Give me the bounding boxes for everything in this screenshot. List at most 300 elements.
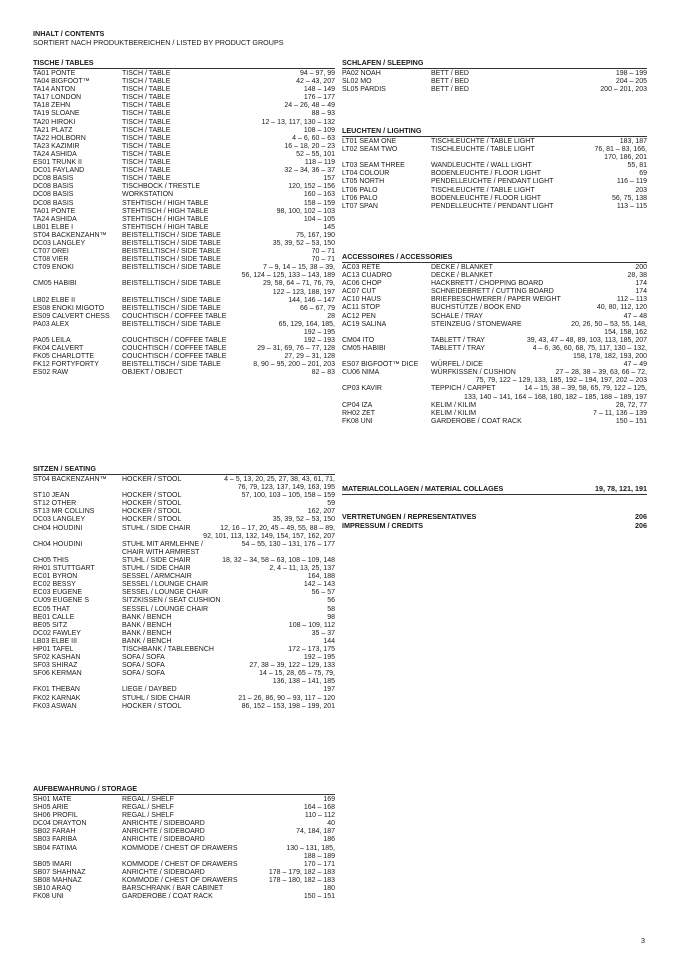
index-row	[342, 195, 647, 203]
row-product: SL02 MO	[342, 78, 372, 86]
row-category: COUCHTISCH / COFFEE TABLE	[122, 345, 227, 353]
row-pages: 27, 29 – 31, 128	[284, 353, 335, 361]
row-category: HOCKER / STOOL	[122, 508, 182, 516]
row-pages: 110 – 112	[304, 812, 335, 820]
row-product: CU06 NIMA	[342, 369, 380, 377]
row-product	[33, 329, 122, 337]
row-product: DC01 FAYLAND	[33, 167, 85, 175]
index-row	[342, 385, 647, 393]
row-product	[342, 377, 431, 385]
row-category: TISCHBOCK / TRESTLE	[122, 183, 201, 191]
row-pages: 192 – 195	[303, 329, 335, 336]
row-category: TISCH / TABLE	[122, 150, 171, 158]
row-category: KELIM / KILIM	[431, 401, 477, 409]
index-row	[33, 885, 335, 893]
index-row	[33, 796, 335, 804]
row-pages: 142 – 143	[303, 581, 335, 589]
row-pages: 108 – 109	[303, 126, 335, 134]
row-pages: 120, 152 – 156	[288, 183, 335, 191]
row-product: CH04 HOUDINI	[33, 524, 83, 532]
row-pages: 176 – 177	[303, 94, 335, 102]
index-row	[33, 208, 335, 216]
row-product: DC03 LANGLEY	[33, 516, 86, 524]
row-pages: 56	[327, 597, 335, 605]
row-category: PENDELLEUCHTE / PENDANT LIGHT	[431, 178, 554, 186]
index-row	[342, 369, 647, 377]
row-category: TISCH / TABLE	[122, 94, 171, 102]
row-pages: 113 – 115	[616, 202, 647, 210]
index-row	[33, 836, 335, 844]
index-row	[33, 240, 335, 248]
index-row	[33, 70, 335, 78]
row-pages: 172 – 173, 175	[288, 645, 335, 653]
index-row	[33, 630, 335, 638]
row-pages: 150 – 151	[615, 417, 647, 425]
row-product: TA19 SLOANE	[33, 110, 80, 118]
index-row	[342, 264, 647, 272]
row-pages: 7 – 11, 136 – 139	[593, 409, 647, 417]
index-row	[342, 70, 647, 78]
row-product: ST10 JEAN	[33, 492, 70, 500]
row-pages: 20, 26, 50 – 53, 55, 148,	[571, 320, 647, 328]
row-product: DC08 BASIS	[33, 175, 74, 183]
index-row	[33, 272, 335, 280]
row-category: SOFA / SOFA	[122, 662, 165, 670]
row-category: ANRICHTE / SIDEBOARD	[122, 836, 205, 844]
row-pages	[199, 549, 335, 557]
row-product: FK08 UNI	[342, 417, 373, 425]
index-row	[342, 377, 647, 385]
row-product: SB02 FARAH	[33, 828, 76, 836]
row-product: CP03 KAVIR	[342, 385, 382, 393]
row-product: TA01 PONTE	[33, 70, 76, 77]
row-pages: 58	[327, 605, 335, 613]
row-product: LT05 NORTH	[342, 178, 385, 186]
index-row	[33, 573, 335, 581]
row-category: BEISTELLTISCH / SIDE TABLE	[122, 231, 221, 239]
row-product: HP01 TAFEL	[33, 645, 74, 653]
index-row	[342, 337, 647, 345]
row-pages: 122 – 123, 188, 197	[272, 288, 335, 296]
index-row	[33, 297, 335, 305]
row-pages: 204 – 205	[615, 78, 647, 86]
row-pages: 160 – 163	[303, 191, 335, 199]
row-pages: 133, 140 – 141, 164 – 168, 180, 182 – 185, 188 – 189, 197	[464, 393, 647, 401]
representatives-label: VERTRETUNGEN / REPRESENTATIVES	[342, 512, 477, 521]
index-row	[33, 893, 335, 901]
row-pages: 136, 138 – 141, 185	[272, 678, 335, 686]
section-title: AUFBEWAHRUNG / STORAGE	[33, 784, 138, 793]
index-row	[33, 670, 335, 678]
row-pages: 203	[635, 186, 647, 194]
index-row	[33, 525, 335, 533]
row-pages: 186	[323, 836, 335, 844]
index-row	[342, 418, 647, 426]
section-divider	[33, 474, 335, 475]
row-pages: 74, 184, 187	[296, 828, 335, 836]
row-product: FK01 THEBAN	[33, 686, 80, 694]
row-product: CP04 IZA	[342, 401, 373, 409]
row-category: ANRICHTE / SIDEBOARD	[122, 868, 205, 876]
row-product	[33, 289, 122, 297]
row-product: FK05 CHARLOTTE	[33, 353, 95, 361]
row-pages: 169	[323, 796, 335, 803]
row-category: LIEGE / DAYBED	[122, 686, 177, 694]
index-row	[342, 313, 647, 321]
row-category: TISCH / TABLE	[122, 78, 171, 86]
row-category: BEISTELLTISCH / SIDE TABLE	[122, 361, 221, 369]
row-product: SL05 PARDIS	[342, 86, 386, 94]
index-row	[33, 869, 335, 877]
row-product: SB05 IMARI	[33, 860, 72, 868]
index-row	[33, 804, 335, 812]
index-row	[33, 248, 335, 256]
index-row	[342, 329, 647, 337]
row-pages: 118 – 119	[304, 159, 335, 167]
row-pages: 65, 129, 164, 185,	[278, 320, 335, 328]
row-product: SH05 ARIE	[33, 804, 69, 812]
row-product	[33, 678, 122, 686]
row-category: STUHL / SIDE CHAIR	[122, 565, 191, 573]
section-divider	[342, 136, 647, 137]
section-divider	[33, 68, 335, 69]
row-pages: 47 – 49	[623, 361, 647, 369]
row-product: LB01 ELBE I	[33, 223, 74, 231]
index-row	[33, 703, 335, 711]
row-category: REGAL / SHELF	[122, 804, 174, 812]
row-product: AC13 CUADRO	[342, 272, 392, 280]
row-pages: 98, 100, 102 – 103	[276, 207, 335, 215]
index-row	[342, 288, 647, 296]
row-category: KOMMODE / CHEST OF DRAWERS	[122, 844, 238, 852]
page-header	[33, 29, 284, 47]
index-row	[342, 304, 647, 312]
row-product: TA24 ASHIDA	[33, 150, 77, 158]
row-category: TISCH / TABLE	[122, 102, 171, 110]
row-category: BANK / BENCH	[122, 637, 172, 645]
index-row	[33, 151, 335, 159]
index-row	[342, 78, 647, 86]
row-pages: 200 – 201, 203	[600, 86, 647, 94]
row-pages: 112 – 113	[616, 296, 647, 304]
row-category: KOMMODE / CHEST OF DRAWERS	[122, 876, 238, 884]
row-category: SESSEL / ARMCHAIR	[122, 573, 192, 581]
index-row	[342, 345, 647, 353]
row-pages: 18, 32 – 34, 58 – 63, 108 – 109, 148	[222, 556, 335, 564]
row-pages: 178 – 179, 182 – 183	[268, 868, 335, 876]
row-product: BE01 CALLE	[33, 613, 75, 621]
row-pages: 174	[635, 280, 647, 288]
index-row	[342, 353, 647, 361]
row-pages: 75, 79, 122 – 129, 133, 185, 192 – 194, 197, 202 – 203	[475, 377, 647, 385]
row-product: DC08 BASIS	[33, 191, 74, 199]
index-row	[33, 614, 335, 622]
index-row	[342, 170, 647, 178]
index-row	[342, 138, 647, 146]
row-category: TISCH / TABLE	[122, 159, 171, 167]
row-pages: 28, 72, 77	[615, 401, 647, 409]
row-category: BEISTELLTISCH / SIDE TABLE	[122, 248, 221, 256]
row-category: TEPPICH / CARPET	[431, 385, 496, 393]
row-pages: 28	[327, 312, 335, 320]
section-divider	[33, 794, 335, 795]
row-product: FK03 ASWAN	[33, 702, 77, 710]
material-collages-pages: 19, 78, 121, 191	[595, 484, 647, 493]
row-pages: 39, 43, 47 – 48, 89, 103, 113, 185, 207	[526, 336, 647, 344]
page-subtitle: SORTIERT NACH PRODUKTBEREICHEN / LISTED BY PRODUCT GROUPS	[33, 38, 284, 47]
row-product: TA21 PLATZ	[33, 126, 73, 134]
row-product: CT09 ENOKI	[33, 264, 74, 272]
index-row	[33, 289, 335, 297]
index-row	[342, 394, 647, 402]
row-pages: 7 – 9, 14 – 15, 38 – 39,	[262, 264, 335, 272]
row-pages: 69	[639, 170, 647, 178]
row-category: HOCKER / STOOL	[122, 492, 182, 500]
row-category: SESSEL / LOUNGE CHAIR	[122, 605, 209, 613]
row-product	[33, 272, 122, 280]
row-product: DC03 LANGLEY	[33, 239, 86, 247]
representatives-section	[342, 512, 647, 530]
row-category: STEINZEUG / STONEWARE	[431, 320, 522, 328]
row-product: TA24 ASHIDA	[33, 215, 77, 223]
row-category: GARDEROBE / COAT RACK	[431, 417, 522, 425]
row-category: SOFA / SOFA	[122, 670, 165, 678]
row-product: SB03 FARIBA	[33, 836, 77, 844]
row-category: HOCKER / STOOL	[122, 500, 182, 508]
row-category: BUCHSTÜTZE / BOOK END	[431, 304, 521, 312]
index-row	[342, 162, 647, 170]
row-category: SOFA / SOFA	[122, 654, 165, 662]
row-product: ES08 ENOKI MIGOTO	[33, 304, 105, 312]
row-pages: 75, 167, 190	[296, 231, 335, 239]
row-category: BETT / BED	[431, 70, 469, 77]
row-pages: 108 – 109, 112	[288, 621, 335, 629]
row-product: PA03 ALEX	[33, 320, 70, 328]
row-category: TISCH / TABLE	[122, 110, 171, 118]
page-title: INHALT / CONTENTS	[33, 29, 105, 38]
index-row	[33, 143, 335, 151]
index-row	[342, 321, 647, 329]
row-category: BEISTELLTISCH / SIDE TABLE	[122, 256, 221, 264]
row-pages: 57, 100, 103 – 105, 158 – 159	[241, 492, 335, 500]
row-product: AC19 SALINA	[342, 320, 387, 328]
row-category: HACKBRETT / CHOPPING BOARD	[431, 280, 544, 288]
row-pages: 29 – 31, 69, 76 – 77, 128	[257, 345, 335, 353]
row-product: SH01 MATE	[33, 796, 72, 803]
row-product: DC02 FAWLEY	[33, 629, 81, 637]
row-product: SF02 KASHAN	[33, 654, 81, 662]
row-category: BEISTELLTISCH / SIDE TABLE	[122, 280, 221, 288]
row-category: ANRICHTE / SIDEBOARD	[122, 828, 205, 836]
index-row	[33, 557, 335, 565]
index-row	[33, 175, 335, 183]
row-category: BANK / BENCH	[122, 629, 172, 637]
row-product: CT08 VIER	[33, 256, 69, 264]
row-product: ES07 BIGFOOT™ DICE	[342, 361, 419, 369]
page-number: 3	[640, 936, 645, 945]
row-pages: 52 – 55, 101	[296, 150, 335, 158]
row-product: AC10 HAUS	[342, 296, 381, 304]
row-product: FK04 CALVERT	[33, 345, 84, 353]
section-title: TISCHE / TABLES	[33, 58, 94, 67]
row-pages: 162, 207	[307, 508, 335, 516]
row-category: TABLETT / TRAY	[431, 336, 485, 344]
row-pages: 164, 188	[307, 573, 335, 581]
index-row	[33, 500, 335, 508]
row-product: LT04 COLOUR	[342, 170, 390, 178]
index-row	[33, 216, 335, 224]
row-pages: 54 – 55, 130 – 131, 176 – 177	[241, 540, 335, 548]
row-product: RH02 ZET	[342, 409, 376, 417]
row-pages: 21 – 26, 86, 90 – 93, 117 – 120	[238, 694, 335, 702]
row-product	[342, 329, 431, 337]
section-divider	[342, 68, 647, 69]
row-category: COUCHTISCH / COFFEE TABLE	[122, 337, 227, 345]
index-row	[33, 484, 335, 492]
row-product: EC03 EUGENE	[33, 589, 83, 597]
row-category: STEHTISCH / HIGH TABLE	[122, 223, 209, 231]
row-product: TA23 KAZIMIR	[33, 142, 80, 150]
index-row	[33, 549, 335, 557]
row-product: DC04 DRAYTON	[33, 820, 87, 828]
index-row	[33, 606, 335, 614]
index-row	[33, 877, 335, 885]
index-row	[33, 369, 335, 377]
row-pages: 27, 38 – 39, 122 – 129, 133	[249, 662, 335, 670]
row-category: STUHL / SIDE CHAIR	[122, 694, 191, 702]
row-product	[342, 394, 431, 402]
row-pages: 144	[323, 637, 335, 645]
row-product: EC05 THAT	[33, 605, 71, 613]
row-pages: 14 – 15, 38 – 39, 58, 65, 79, 122 – 125,	[524, 385, 647, 393]
row-product: SB08 MAHNAZ	[33, 876, 82, 884]
row-product: TA20 HIROKI	[33, 118, 76, 126]
row-category: TISCH / TABLE	[122, 134, 171, 142]
credits-pages: 206	[635, 521, 647, 530]
row-pages: 188 – 189	[303, 852, 335, 860]
row-pages: 158, 178, 182, 193, 200	[573, 353, 647, 361]
row-category: STEHTISCH / HIGH TABLE	[122, 215, 209, 223]
row-pages: 200	[635, 264, 647, 271]
index-row	[33, 337, 335, 345]
index-row	[33, 119, 335, 127]
row-category: BODENLEUCHTE / FLOOR LIGHT	[431, 170, 542, 178]
index-row	[33, 191, 335, 199]
index-row	[33, 622, 335, 630]
index-row	[342, 410, 647, 418]
row-pages: 32 – 34, 36 – 37	[284, 167, 335, 175]
row-product: LT03 SEAM THREE	[342, 162, 405, 170]
index-row	[33, 812, 335, 820]
row-pages: 70 – 71	[311, 256, 335, 264]
row-pages: 158 – 159	[303, 199, 335, 207]
row-pages: 92, 101, 113, 132, 149, 154, 157, 162, 207	[203, 532, 335, 540]
row-category: TISCHLEUCHTE / TABLE LIGHT	[431, 186, 535, 194]
index-row	[33, 820, 335, 828]
row-pages: 94 – 97, 99	[299, 70, 335, 77]
row-category: OBJEKT / OBJECT	[122, 369, 183, 377]
row-product: DC08 BASIS	[33, 199, 74, 207]
index-row	[33, 541, 335, 549]
row-pages: 12 – 13, 117, 130 – 132	[261, 118, 335, 126]
row-category: WANDLEUCHTE / WALL LIGHT	[431, 162, 532, 170]
row-category: REGAL / SHELF	[122, 812, 174, 820]
row-product: LT02 SEAM TWO	[342, 146, 398, 154]
index-row	[342, 154, 647, 162]
row-pages: 35, 39, 52 – 53, 150	[272, 239, 335, 247]
row-pages: 192 – 193	[303, 337, 335, 345]
row-category: WÜRFEL / DICE	[431, 361, 483, 369]
row-category: TISCH / TABLE	[122, 86, 171, 94]
row-product: ST04 BACKENZAHN™	[33, 231, 107, 239]
section-tables	[33, 58, 335, 378]
row-pages: 148 – 149	[303, 86, 335, 94]
index-row	[33, 361, 335, 369]
index-row	[33, 638, 335, 646]
row-product: AC03 RETE	[342, 264, 381, 271]
index-row	[33, 533, 335, 541]
row-category: COUCHTISCH / COFFEE TABLE	[122, 353, 227, 361]
section-title: SITZEN / SEATING	[33, 464, 96, 473]
row-product	[342, 353, 431, 361]
row-category: TISCHLEUCHTE / TABLE LIGHT	[431, 138, 535, 145]
index-row	[342, 361, 647, 369]
index-row	[33, 678, 335, 686]
row-product: LT06 PALO	[342, 194, 378, 202]
row-product: TA22 HOLBORN	[33, 134, 86, 142]
row-product: ES02 RAW	[33, 369, 69, 377]
row-category: SESSEL / LOUNGE CHAIR	[122, 589, 209, 597]
row-pages: 4 – 5, 13, 20, 25, 27, 38, 43, 61, 71,	[224, 476, 335, 483]
row-category: BEISTELLTISCH / SIDE TABLE	[122, 320, 221, 328]
row-product: TA01 PONTE	[33, 207, 76, 215]
row-category: KOMMODE / CHEST OF DRAWERS	[122, 860, 238, 868]
index-row	[342, 280, 647, 288]
row-category: TISCH / TABLE	[122, 167, 171, 175]
row-pages: 56, 124 – 125, 133 – 143, 189	[241, 272, 335, 280]
row-pages: 183, 187	[619, 138, 647, 145]
row-product: BE05 SITZ	[33, 621, 68, 629]
row-product: AC06 CHOP	[342, 280, 382, 288]
index-row	[33, 200, 335, 208]
row-product: SH06 PROFIL	[33, 812, 78, 820]
row-product	[33, 853, 122, 861]
row-product: CM05 HABIBI	[33, 280, 77, 288]
row-pages: 86, 152 – 153, 198 – 199, 201	[241, 702, 335, 710]
row-product: TA18 ZEHN	[33, 102, 71, 110]
index-row	[33, 264, 335, 272]
row-product	[342, 154, 431, 162]
row-pages: 116 – 119	[616, 178, 647, 186]
row-category: KELIM / KILIM	[431, 409, 477, 417]
row-pages: 76, 81 – 83, 166,	[594, 146, 647, 154]
index-row	[33, 597, 335, 605]
row-pages: 164 – 168	[303, 804, 335, 812]
index-row	[33, 102, 335, 110]
row-product: ES09 CALVERT CHESS	[33, 312, 110, 320]
row-category: PENDELLEUCHTE / PENDANT LIGHT	[431, 202, 554, 210]
index-row	[33, 110, 335, 118]
index-row	[33, 845, 335, 853]
index-row	[33, 516, 335, 524]
index-row	[33, 313, 335, 321]
section-title: ACCESSOIRES / ACCESSORIES	[342, 252, 453, 261]
row-category: BEISTELLTISCH / SIDE TABLE	[122, 296, 221, 304]
row-product: CM05 HABIBI	[342, 344, 386, 352]
material-collages-label: MATERIALCOLLAGEN / MATERIAL COLLAGES	[342, 484, 504, 493]
row-pages: 56 – 57	[311, 589, 335, 597]
row-category: BRIEFBESCHWERER / PAPER WEIGHT	[431, 296, 561, 304]
